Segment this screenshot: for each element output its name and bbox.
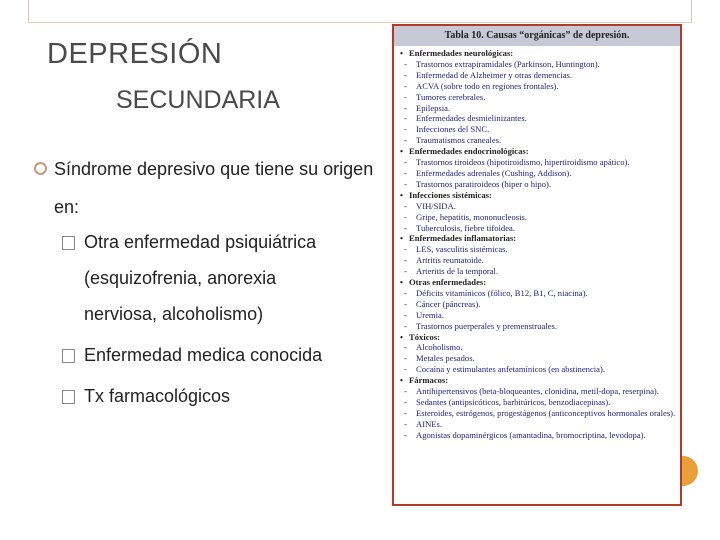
table-item: - Trastornos paratiroideos (hiper o hipo).	[400, 179, 676, 190]
table-category: • Infecciones sistémicas:	[400, 190, 676, 201]
sub-bullet-text: Enfermedad medica conocida	[84, 345, 323, 365]
table-item: - Alcoholismo.	[400, 342, 676, 353]
table-item: - Antihipertensivos (beta-bloqueantes, clonidina, metil-dopa, reserpina).	[400, 386, 676, 397]
sub-bullet-text-cont: nerviosa, alcoholismo)	[84, 304, 264, 324]
square-bullet-icon	[62, 390, 75, 404]
causes-table	[392, 24, 682, 506]
table-item: - AINEs.	[400, 419, 676, 430]
table-category: • Fármacos:	[400, 375, 676, 386]
table-item: - Agonistas dopaminérgicos (amantadina, bromocriptina, levodopa).	[400, 430, 676, 441]
table-body	[394, 46, 680, 441]
ring-bullet-icon	[34, 162, 47, 175]
table-item: - Enfermedad de Alzheimer y otras demencias.	[400, 70, 676, 81]
table-item: - Traumatismos craneales.	[400, 135, 676, 146]
table-item: - Gripe, hepatitis, mononucleosis.	[400, 212, 676, 223]
table-title: Tabla 10. Causas “orgánicas” de depresión.	[394, 26, 680, 46]
table-item: - Déficits vitamínicos (fólico, B12, B1, C, niacina).	[400, 288, 676, 299]
sub-bullet-text: Tx farmacológicos	[84, 386, 231, 406]
table-category: • Enfermedades neurológicas:	[400, 48, 676, 59]
table-item: - Tumores cerebrales.	[400, 92, 676, 103]
main-bullet	[34, 150, 384, 226]
sub-bullet-text: Otra enfermedad psiquiátrica	[84, 232, 317, 252]
table-item: - Enfermedades desmielinizantes.	[400, 113, 676, 124]
slide-title-line2: SECUNDARIA	[116, 86, 280, 114]
table-item: - VIH/SIDA.	[400, 201, 676, 212]
table-category: • Enfermedades inflamatorias:	[400, 233, 676, 244]
sub-bullet-pharmacological	[62, 378, 362, 414]
table-item: - Epilepsia.	[400, 103, 676, 114]
sub-bullet-text-cont: (esquizofrenia, anorexia	[84, 268, 277, 288]
table-item: - Cáncer (páncreas).	[400, 299, 676, 310]
table-item: - Cocaína y estimulantes anfetamínicos (en abstinencia).	[400, 364, 676, 375]
table-item: - Sedantes (antipsicóticos, barbitúricos, benzodiacepinas).	[400, 397, 676, 408]
table-item: - Tuberculosis, fiebre tifoidea.	[400, 223, 676, 234]
frame-left-line	[28, 0, 29, 22]
table-item: - Trastornos tiroideos (hipotiroidismo, hipertiroidismo apático).	[400, 157, 676, 168]
sub-bullet-medical	[62, 337, 362, 373]
table-item: - Trastornos extrapiramidales (Parkinson, Huntington).	[400, 59, 676, 70]
main-bullet-text: Síndrome depresivo que tiene su origen en:	[54, 159, 374, 217]
slide-title-line1: DEPRESIÓN	[47, 38, 223, 70]
table-category: • Otras enfermedades:	[400, 277, 676, 288]
table-item: - LES, vasculitis sistémicas.	[400, 244, 676, 255]
table-category: • Tóxicos:	[400, 332, 676, 343]
table-item: - Arteritis de la temporal.	[400, 266, 676, 277]
table-item: - Enfermedades adrenales (Cushing, Addison).	[400, 168, 676, 179]
table-item: - Metales pesados.	[400, 353, 676, 364]
table-item: - Uremia.	[400, 310, 676, 321]
table-category: • Enfermedades endocrinológicas:	[400, 146, 676, 157]
table-item: - Infecciones del SNC.	[400, 124, 676, 135]
square-bullet-icon	[62, 349, 75, 363]
square-bullet-icon	[62, 236, 75, 250]
table-item: - Trastornos puerperales y premenstruales.	[400, 321, 676, 332]
sub-bullet-psychiatric	[62, 224, 362, 332]
table-item: - Esteroides, estrógenos, progestágenos (anticonceptivos hormonales orales).	[400, 408, 676, 419]
table-item: - Artritis reumatoide.	[400, 255, 676, 266]
table-item: - ACVA (sobre todo en regiones frontales).	[400, 81, 676, 92]
frame-right-line	[691, 0, 692, 22]
frame-top-line	[28, 22, 692, 23]
